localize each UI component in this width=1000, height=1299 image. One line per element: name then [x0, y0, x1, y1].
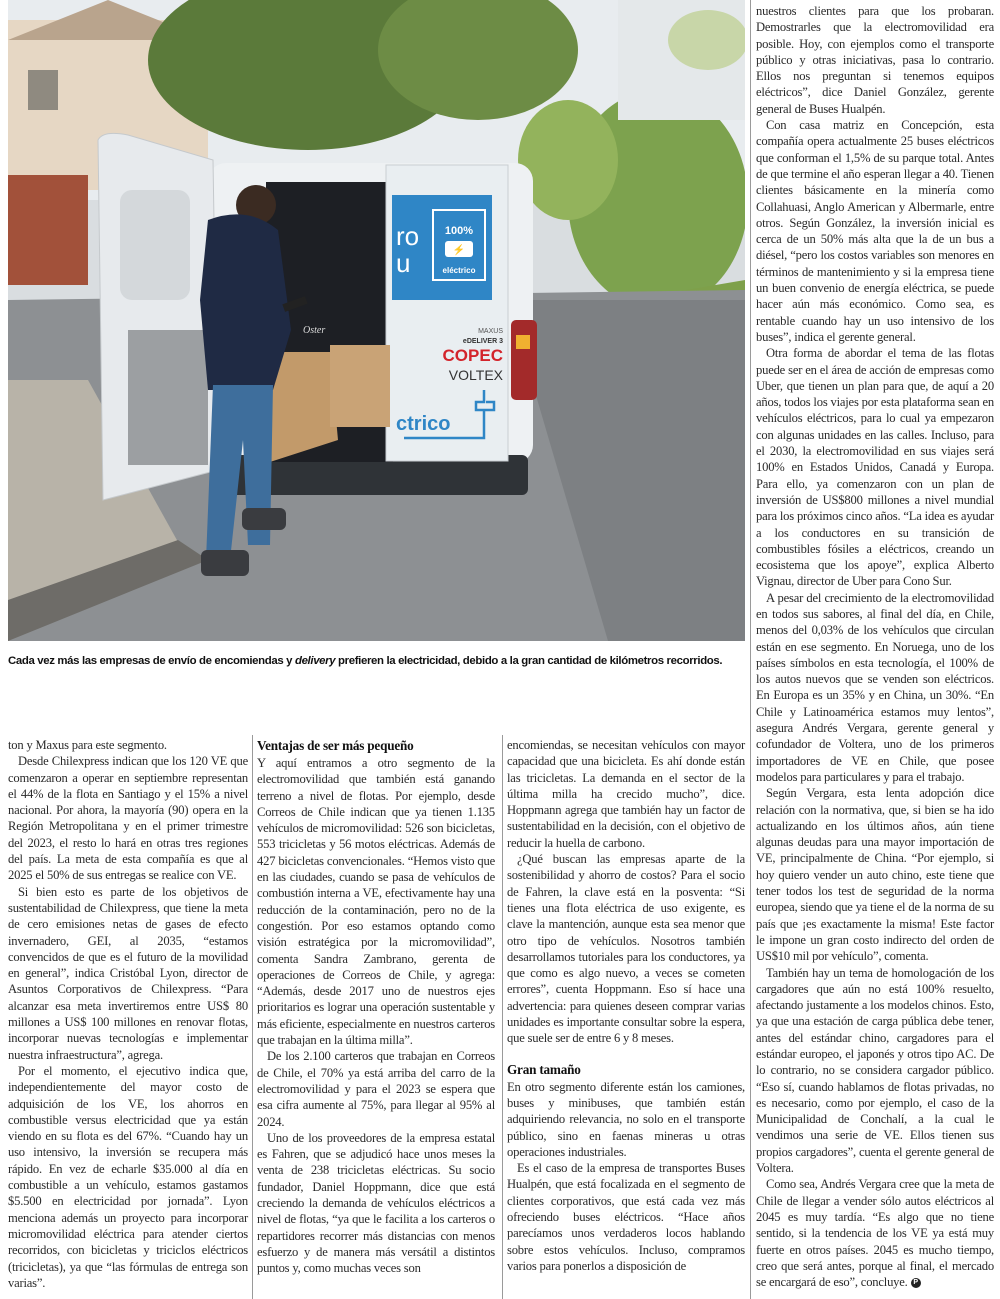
paragraph: Y aquí entramos a otro segmento de la electromovilidad que también está ganando terreno a nivel de flotas. Por ejemplo, desde Correos de Chile indican que ya tienen 1.135 vehículos de micromovilidad: 526 son bicicletas, 553 tricicletas y 56 motos eléctricas. Además de 427 bicicletas convencionales. “Hemos visto que en las ciudades, cuando se pasa de vehículos de combustión interna a VE, efectivamente hay una reducción de la contaminación, pero no de la congestión. Por eso estamos optando como visión estratégica por la micromovilidad”, comenta Sandra Zambrano, gerenta de operaciones de Correos de Chile, y agrega: “Además, desde 2017 uno de nuestros ejes prioritarios es lograr una operación sustentable y más eficiente, especialmente en nuestros carteros que trabajan en la última milla”. [257, 756, 495, 1048]
tail-light [511, 320, 537, 400]
cardboard-box [330, 345, 390, 427]
side-fragment-1: ro [396, 221, 420, 251]
caption-text: Cada vez más las empresas de envío de encomiendas y [8, 655, 295, 667]
article-photo-delivery-van [8, 0, 745, 641]
end-of-article-icon: P [911, 1278, 921, 1288]
paragraph: encomiendas, se necesitan vehículos con mayor capacidad que una bicicleta. Es ahí donde están las tricicletas. La demanda en el sector de la última milla ha crecido mucho”, dice. Hoppmann agrega que también hay un factor de sustentabilidad en la decisión, con el objetivo de reducir la huella de carbono. [507, 738, 745, 850]
article-column-2 [257, 737, 495, 1277]
caption-italic: delivery [294, 655, 336, 667]
brick-wall [8, 175, 88, 285]
paragraph: Otra forma de abordar el tema de las flotas puede ser en el área de acción de empresas como Uber, que tienen un plan para que, de aquí a 20 años, todos los viajes por esta plataforma sean en vehículos eléctricos, para lo cual ya empezaron con algunas unidades en las calles. Incluso, para el 2030, la electromovilidad en sus viajes será 100% en Estados Unidos, Canadá y Europa. Para ello, ya comenzaron con un plan de inversión de US$800 millones a nivel mundial para los próximos cinco años. “La idea es ayudar a los conductores en su transición de combustibles fósiles a eléctricos, creando un ecosistema que los apoye”, explica Alberto Vignau, director de Uber para Cono Sur. [756, 346, 994, 589]
photo-caption [8, 655, 748, 667]
paragraph: Según Vergara, esta lenta adopción dice relación con la normativa, que, si bien se ha ido actualizando en los últimos años, aún tiene algunas deudas para una mayor importación de VE, principalmente de China. “Por ejemplo, si hoy quiero vender un auto chino, este tiene que tener todos los test de seguridad de la norma europea, siendo que ya tiene el de la norma de su país que ¡es exactamente la misma! Este factor le impone un gran costo indirecto del orden de US$10 mil por vehículo”, comenta. [756, 786, 994, 964]
paragraph-final [756, 1176, 994, 1290]
column-divider [252, 735, 253, 1299]
article-column-4 [756, 3, 994, 1290]
paragraph: A pesar del crecimiento de la electromovilidad en todos sus sabores, al final del día, en Chile, menos del 0,03% de los vehículos que circulan están en ese segmento. En Noruega, uno de los países símbolos en esta tecnología, el 100% de los autos nuevos que se venden son eléctricos. En Europa es un 35% y en China, un 30%. “En Chile y Latinoamérica estamos muy lentos”, asegura Andrés Vergara, gerente general y cofundador de Voltera, uno de los primeros importadores de VE en Chile, que posee modelos para particulares y para el trabajo. [756, 590, 994, 784]
paragraph: Es el caso de la empresa de transportes Buses Hualpén, que está focalizada en el segmento de clientes corporativos, que está cada vez más ofreciendo buses eléctricos. “Hace años parecíamos unos verdaderos locos hablando sobre estos vehículos. Incluso, compramos varios para ponerlos a disposición de [507, 1161, 745, 1273]
side-word: ctrico [396, 413, 451, 435]
side-fragment-2: u [396, 248, 411, 278]
column-divider [750, 0, 751, 1299]
caption-text-end: prefieren la electricidad, debido a la gran cantidad de kilómetros recorridos. [335, 655, 723, 667]
article-column-1 [8, 737, 248, 1291]
model-label: eDELIVER 3 [462, 338, 503, 345]
brand-label: MAXUS [478, 328, 503, 335]
paragraph: Si bien esto es parte de los objetivos de sustentabilidad de Chilexpress, que tiene la meta de cero emisiones netas de gases de efecto invernadero, GEI, al 2035, “estamos convencidos de que es el futuro de la movilidad en general”, indica Cristóbal Lyon, director de Asuntos Corporativos de Chilexpress. “Para alcanzar esa meta invertiremos entre US$ 80 millones a US$ 100 millones en renovar flotas, incorporar nuevas tecnologías e implementar nuestra infraestructura”, agrega. [8, 884, 248, 1062]
paragraph: En otro segmento diferente están los camiones, buses y minibuses, que también están adquiriendo relevancia, no solo en el transporte público, sino en faenas mineras u otras operaciones industriales. [507, 1079, 745, 1159]
paragraph: Con casa matriz en Concepción, esta compañía opera actualmente 25 buses eléctricos que conforman el 1,5% de su parque total. Antes de que termine el año esperan llegar a 40. Tienen clientes básicamente en la minería como Collahuasi, Anglo American y Albermarle, entre otros. Según González, la inversión inicial es cerca de un 50% más alta que la de un bus a diésel, “pero los costos variables son menores en términos de mantenimiento y si la empresa tiene un buen convenio de energía eléctrica, se puede hacer aún más económico. Como sea, es rentable cuando hay un uso intensivo de los buses”, indica el gerente general. [756, 118, 994, 344]
paragraph: También hay un tema de homologación de los cargadores que aún no está 100% resuelto, afectando justamente a los modelos chinos. Esto, ya que una estación de carga pública debe tener, antes del estándar chino, cargadores para el estándar europeo, el japonés y otros tipo AC. De lo contrario, no se considera cargador público. “Eso sí, cuando hablamos de flotas privadas, no es necesario, como por ejemplo, el caso de la Municipalidad de Conchalí, a la cual le vendimos una serie de VE. Ellos tienen sus propios cargadores”, cuenta el gerente general de Voltera. [756, 965, 994, 1176]
badge-percent: 100% [444, 225, 474, 237]
paragraph: De los 2.100 carteros que trabajan en Correos de Chile, el 70% ya está arriba del carro de la electromovilidad y para el 2023 se espera que esa cifra aumente al 75%, para llegar al 95% al 2024. [257, 1049, 495, 1129]
paragraph: nuestros clientes para que los probaran. Demostrarles que la electromovilidad era posible. Hoy, con ejemplos como el transporte público y otras iniciativas, pasa lo contrario. Ellos nos preguntan si tenemos equipos eléctricos”, dice Daniel González, gerente general de Buses Hualpén. [756, 4, 994, 116]
bolt-icon: ⚡ [452, 245, 466, 256]
paragraph: Desde Chilexpress indican que los 120 VE que comenzaron a operar en septiembre representan el 44% de la flota en Santiago y el 15% a nivel nacional. Por ahora, la mayoría (90) opera en la Región Metropolitana y en el primer trimestre del 2023, el resto lo hará en otras tres regiones del país. La meta de esta compañía es que al 2025 el 50% de sus entregas se realice con VE. [8, 754, 248, 883]
voltex-logo: VOLTEX [448, 367, 503, 383]
person-jacket [200, 214, 291, 390]
section-heading: Ventajas de ser más pequeño [257, 738, 414, 753]
article-column-3 [507, 737, 745, 1274]
paragraph: ton y Maxus para este segmento. [8, 738, 167, 752]
paragraph: ¿Qué buscan las empresas aparte de la sostenibilidad y ahorro de costos? Para el socio de Fahren, la clave está en la posventa: “Si tienes una flota eléctrica de uso exigente, es clave la mantención, aunque esta sea menor que otro tipo de vehículos. Nosotros también desarrollamos tutoriales para los conductores, ya que como es algo nuevo, a veces se cometen errores”, cuenta Hoppmann. Eso sí hace una advertencia: para quienes deseen comprar varias unidades es importante consultar sobre la espera, que suele ser de entre 6 y 8 meses. [507, 852, 745, 1046]
section-heading: Gran tamaño [507, 1061, 581, 1077]
copec-logo: COPEC [442, 346, 503, 365]
paragraph: Por el momento, el ejecutivo indica que, independientemente del mayor costo de adquisición de los VE, los ahorros en combustible versus electricidad que ya están viendo en su flota es del 67%. “Cuando hay un uso intensivo, la inversión se recupera más rápido. En vez de echarle $35.000 al día en combustible a un vehículo, estamos gastamos $5.500 en electricidad por jornada”. Lyon menciona además un proyecto para incorporar micromovilidad eléctrica para atender ciertos recorridos, con bicicletas y triciclos eléctricos (tricicletas), ya que “las fórmulas de entrega son varias”. [8, 1063, 248, 1290]
column-divider [502, 735, 503, 1299]
badge-word: eléctrico [442, 266, 476, 275]
paragraph: Uno de los proveedores de la empresa estatal es Fahren, que se adjudicó hace unos meses la venta de 238 tricicletas eléctricas. Su socio fundador, Daniel Hoppmann, dice que está creciendo la demanda de vehículos eléctricos a nivel de flotas, “ya que le facilita a los carteros o repartidores recorrer más distancias con menos esfuerzo y de manera más versátil a distintos puntos y, como muchas veces son [257, 1130, 495, 1276]
paragraph-text: Como sea, Andrés Vergara cree que la meta de Chile de llegar a vender sólo autos eléctricos al 2045 es muy tardía. “Es algo que no tiene sentido, si la tendencia de los VE ya está muy fuerte en otros países. 2045 es mucho tiempo, creo que será antes, porque al final, el mercado se encargará de eso”, concluye. [756, 1177, 994, 1290]
box-brand: Oster [303, 325, 326, 336]
